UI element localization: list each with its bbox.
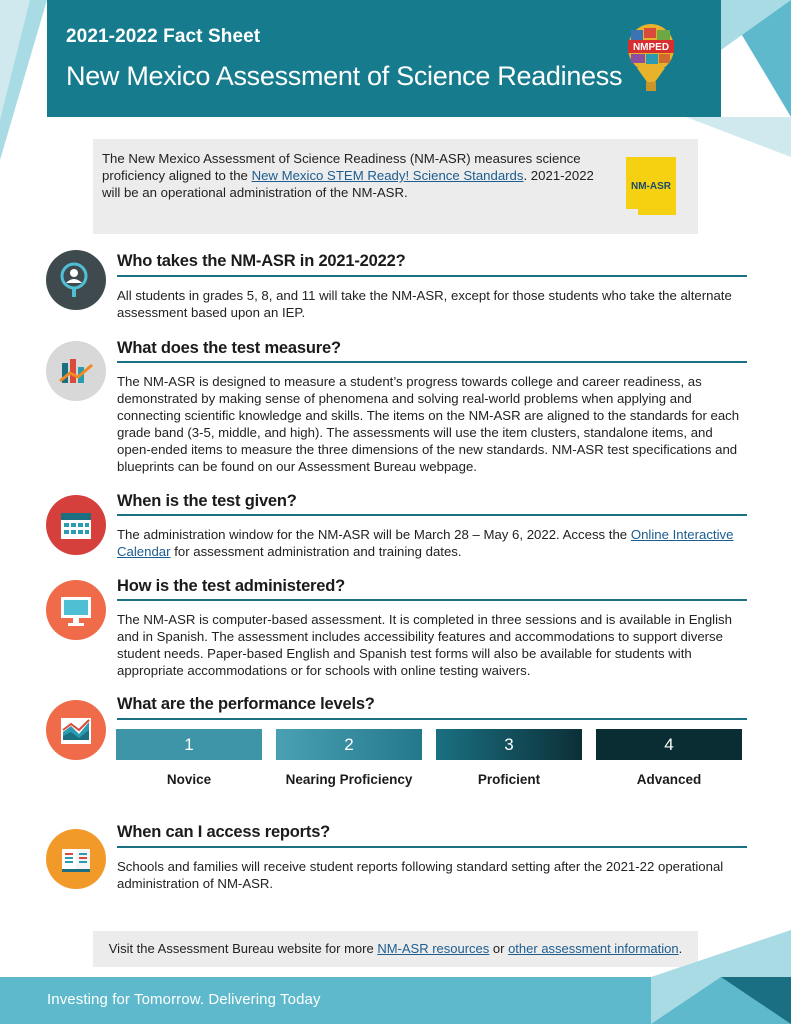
level-2-name: Nearing Proficiency [285,772,413,787]
footer-triangle-right [651,930,791,977]
footer-text: Visit the Assessment Bureau website for more NM-ASR resources or other assessment information. [108,941,683,956]
fact-sheet-year: 2021-2022 Fact Sheet [66,26,261,47]
reports-icon [46,829,106,889]
section-body-who: All students in grades 5, 8, and 11 will take the NM-ASR, except for those students who take the alternate assessment based upon an IEP. [117,288,732,320]
level-2-box: 2 [276,729,422,760]
section-body-reports: Schools and families will receive student reports following standard setting after the 2021-22 operational administration of NM-ASR. [117,859,724,891]
level-3-box: 3 [436,729,582,760]
section-rule-levels [117,718,747,720]
section-title-who: Who takes the NM-ASR in 2021-2022? [117,252,406,270]
section-rule-how [117,599,747,601]
section-rule-when [117,514,747,516]
section-title-how: How is the test administered? [117,577,345,595]
level-4-box: 4 [596,729,742,760]
section-body-when: The administration window for the NM-ASR will be March 28 – May 6, 2022. Access the Online Interactive Calendar for assessment administration and training dates. [117,527,734,559]
nm-asr-resources-link[interactable]: NM-ASR resources [377,941,490,956]
header-band [47,0,721,117]
area-chart-icon [46,700,106,760]
nmped-logo [625,22,677,94]
nm-asr-logo [624,155,678,217]
computer-monitor-icon [46,580,106,640]
level-1-box: 1 [116,729,262,760]
svg-text:NM-ASR: NM-ASR [631,181,671,192]
online-calendar-link[interactable]: Online Interactive Calendar [117,527,734,559]
header-triangle-right-lower [686,117,791,157]
stem-standards-link[interactable]: New Mexico STEM Ready! Science Standards [251,168,524,183]
tagline: Investing for Tomorrow. Delivering Today [47,991,321,1008]
section-title-when: When is the test given? [117,492,297,510]
level-4-name: Advanced [636,772,702,787]
person-magnifier-icon [46,250,106,310]
section-rule-what [117,361,747,363]
level-1-name: Novice [166,772,212,787]
intro-text: The New Mexico Assessment of Science Readiness (NM-ASR) measures science proficiency aligned to the New Mexico STEM Ready! Science Standards. 2021-2022 will be an operational administration of the NM-ASR. [102,151,594,200]
header-triangle-left-light [0,0,30,120]
header-triangle-right-top [721,0,791,50]
section-rule-reports [117,846,747,848]
other-assessment-info-link[interactable]: other assessment information [508,941,679,956]
section-title-reports: When can I access reports? [117,823,331,841]
calendar-icon [46,495,106,555]
level-3-name: Proficient [477,772,541,787]
section-rule-who [117,275,747,277]
svg-text:NMPED: NMPED [632,42,670,53]
page-title: New Mexico Assessment of Science Readiness [66,61,623,91]
section-title-what: What does the test measure? [117,339,341,357]
footer-triangle-right-light [651,977,721,1024]
bar-chart-icon [46,341,106,401]
section-title-levels: What are the performance levels? [117,695,375,713]
footer-triangle-right-dark [721,977,791,1024]
section-body-what: The NM-ASR is designed to measure a student’s progress towards college and career readiness, as demonstrated by making sense of phenomena and solving real-world problems when applying and connecting scientific knowledge and skills. The items on the NM-ASR are aligned to the standards for each grade band (3-5, middle, and high). The assessments will use the item clusters, standalone items, and open-ended items to measure the three dimensions of the new standards. NM-ASR test specifications and blueprints can be found on our Assessment Bureau webpage. [117,374,740,474]
section-body-how: The NM-ASR is computer-based assessment. It is completed in three sessions and is available in English and in Spanish. The assessment includes accessibility features and accommodations to support diverse student needs. Paper-based English and Spanish test forms will also be available for students with appropriate accommodations or for schools with online testing waivers. [117,612,732,678]
